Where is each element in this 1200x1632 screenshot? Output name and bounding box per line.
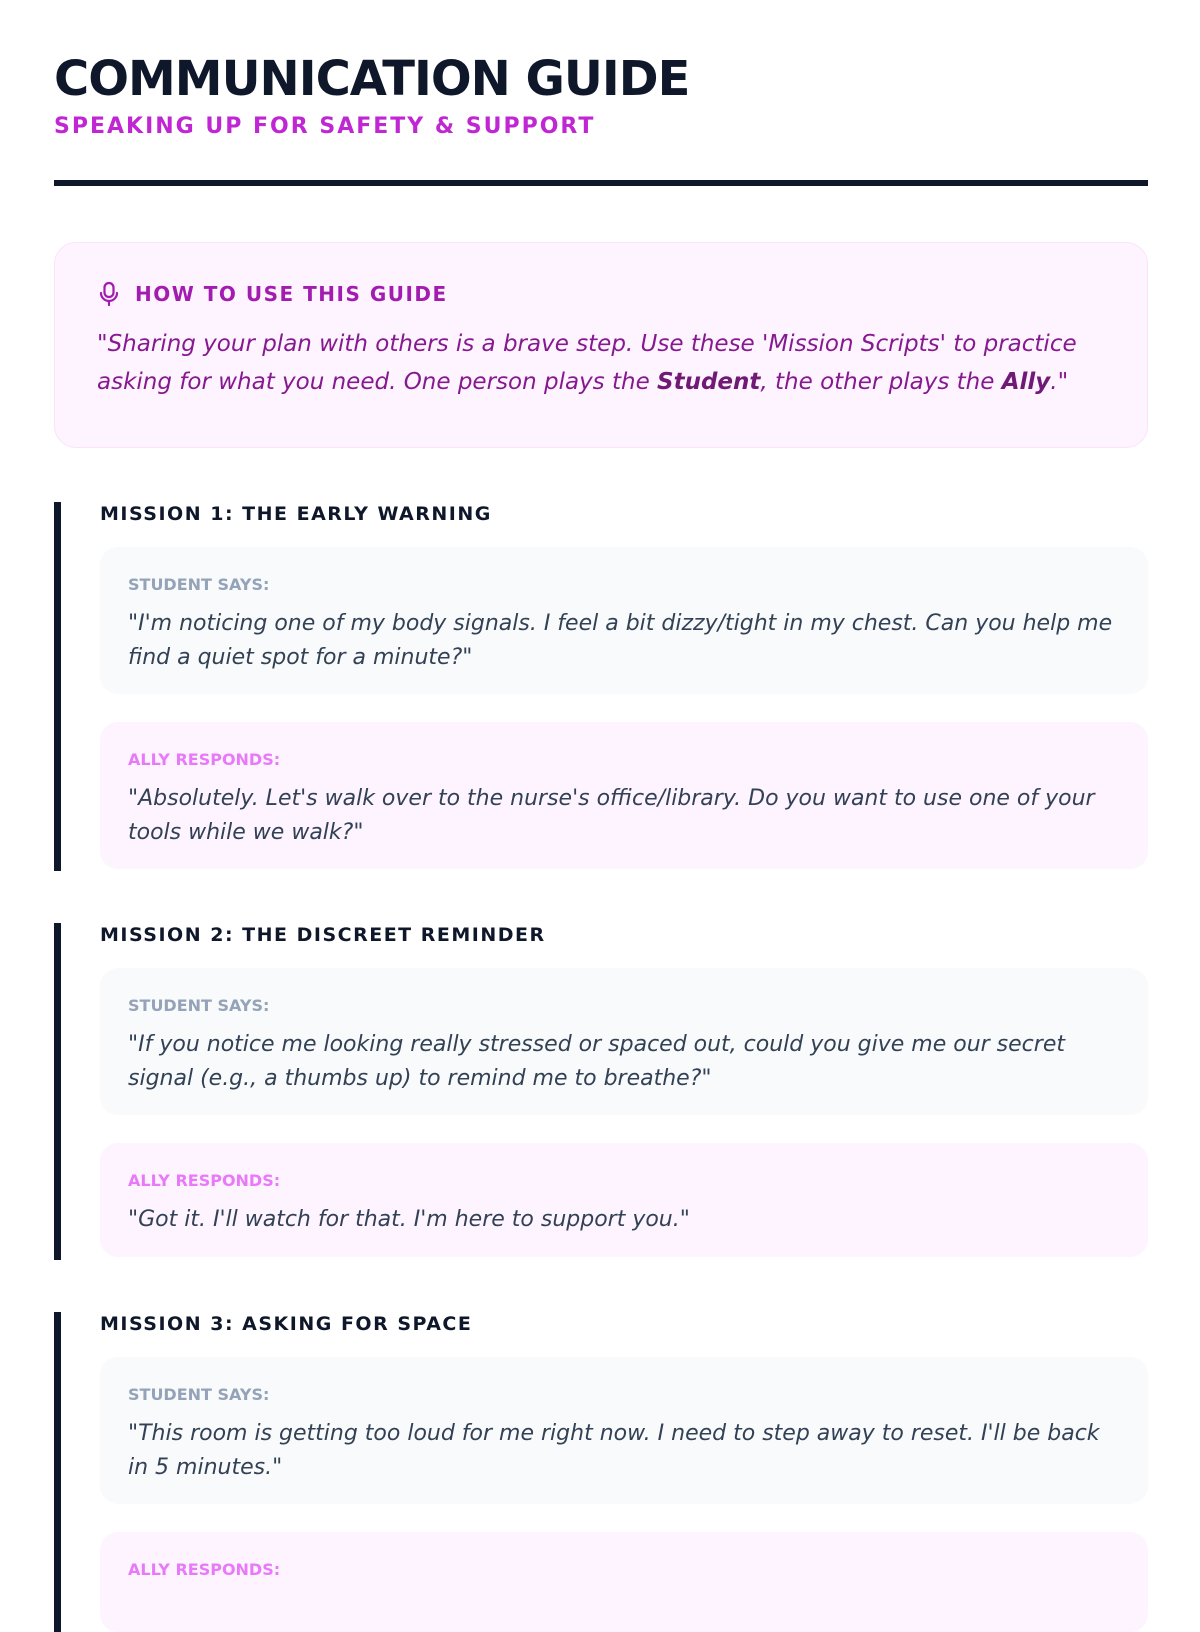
communication-guide-page xyxy=(54,0,1148,1632)
mission-title: MISSION 1: THE EARLY WARNING xyxy=(100,503,492,525)
header xyxy=(54,0,1148,186)
page-title: COMMUNICATION GUIDE xyxy=(54,51,690,107)
ally-script xyxy=(100,1143,1148,1257)
ally-label: ALLY RESPONDS: xyxy=(128,1560,281,1579)
mission-accent-bar xyxy=(54,502,61,871)
intro-text-after: ." xyxy=(1050,369,1069,395)
student-text: "This room is getting too loud for me right now. I need to step away to reset. I'll be back in 5 minutes." xyxy=(128,1421,1100,1480)
intro-card xyxy=(54,242,1148,448)
intro-title: HOW TO USE THIS GUIDE xyxy=(135,282,448,306)
student-script xyxy=(100,968,1148,1115)
student-text: "I'm noticing one of my body signals. I feel a bit dizzy/tight in my chest. Can you help me find a quiet spot for a minute?" xyxy=(128,611,1113,670)
student-script xyxy=(100,1357,1148,1504)
ally-text: "Got it. I'll watch for that. I'm here to support you." xyxy=(128,1207,690,1232)
mission-1 xyxy=(54,502,1148,871)
ally-text: "Absolutely. Let's walk over to the nurse's office/library. Do you want to use one of your tools while we walk?" xyxy=(128,786,1095,845)
microphone-icon xyxy=(97,281,121,307)
student-script xyxy=(100,547,1148,694)
intro-heading xyxy=(97,279,1105,309)
mission-title: MISSION 2: THE DISCREET REMINDER xyxy=(100,924,546,946)
intro-text-before: "Sharing your plan with others is a brave step. Use these 'Mission Scripts' to practice asking for what you need. One person plays the xyxy=(97,331,1077,395)
student-label: STUDENT SAYS: xyxy=(128,996,270,1015)
mission-accent-bar xyxy=(54,923,61,1260)
student-label: STUDENT SAYS: xyxy=(128,1385,270,1404)
mission-title: MISSION 3: ASKING FOR SPACE xyxy=(100,1313,473,1335)
intro-text xyxy=(97,325,1105,401)
student-label: STUDENT SAYS: xyxy=(128,575,270,594)
mission-accent-bar xyxy=(54,1312,61,1632)
intro-text-middle: , the other plays the xyxy=(760,369,1002,395)
ally-label: ALLY RESPONDS: xyxy=(128,750,281,769)
ally-script xyxy=(100,722,1148,869)
role-ally: Ally xyxy=(1001,369,1051,395)
mission-3 xyxy=(54,1312,1148,1632)
ally-label: ALLY RESPONDS: xyxy=(128,1171,281,1190)
student-text: "If you notice me looking really stressed or spaced out, could you give me our secret signal (e.g., a thumbs up) to remind me to breathe?" xyxy=(128,1032,1065,1091)
header-divider xyxy=(54,180,1148,186)
page-subtitle: SPEAKING UP FOR SAFETY & SUPPORT xyxy=(54,114,596,139)
ally-script xyxy=(100,1532,1148,1632)
role-student: Student xyxy=(657,369,761,395)
mission-2 xyxy=(54,923,1148,1260)
